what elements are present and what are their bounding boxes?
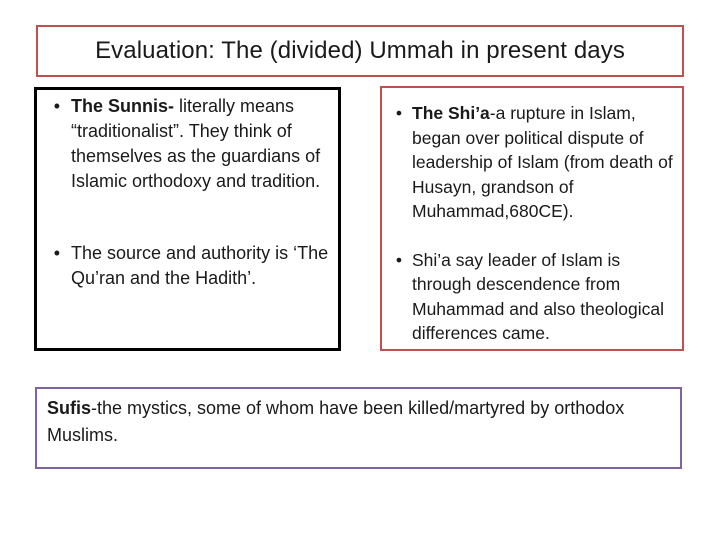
sufi-text: -the mystics, some of whom have been killed/martyred by orthodox Muslims. [47, 398, 625, 445]
bullet-icon: • [53, 96, 60, 116]
shia-heading: The Shi’a [412, 103, 490, 123]
shia-bullet-1-text: -a rupture in Islam, began over political dispute of leadership of Islam (from death of Husayn, grandson of Muhammad,680CE). [412, 103, 673, 221]
bullet-icon: • [395, 103, 402, 123]
shia-bullet-1 [382, 101, 678, 224]
bullet-icon: • [395, 249, 402, 270]
shia-bullet-list [382, 88, 682, 346]
slide-title: Evaluation: The (divided) Ummah in present days [95, 37, 625, 64]
shia-bullet-2-text: Shi’a say leader of Islam is through descendence from Muhammad and also theological differences came. [412, 249, 664, 343]
sufi-box [35, 387, 682, 469]
sunni-bullet-1-text: literally means “traditionalist”. They think of themselves as the guardians of Islamic orthodoxy and tradition. [71, 96, 321, 191]
sunni-heading: The Sunnis- [71, 96, 174, 116]
sunni-bullet-list [37, 90, 338, 291]
bullet-icon: • [53, 243, 60, 263]
sufi-heading: Sufis [47, 398, 92, 418]
sunni-bullet-2-text: The source and authority is ‘The Qu’ran and the Hadith’. [71, 243, 329, 288]
title-box [36, 25, 684, 77]
sunni-bullet-2 [37, 241, 332, 291]
sunni-bullet-1 [37, 94, 332, 194]
shia-box [380, 86, 684, 351]
shia-bullet-2 [382, 248, 678, 346]
sunni-box [34, 87, 341, 351]
